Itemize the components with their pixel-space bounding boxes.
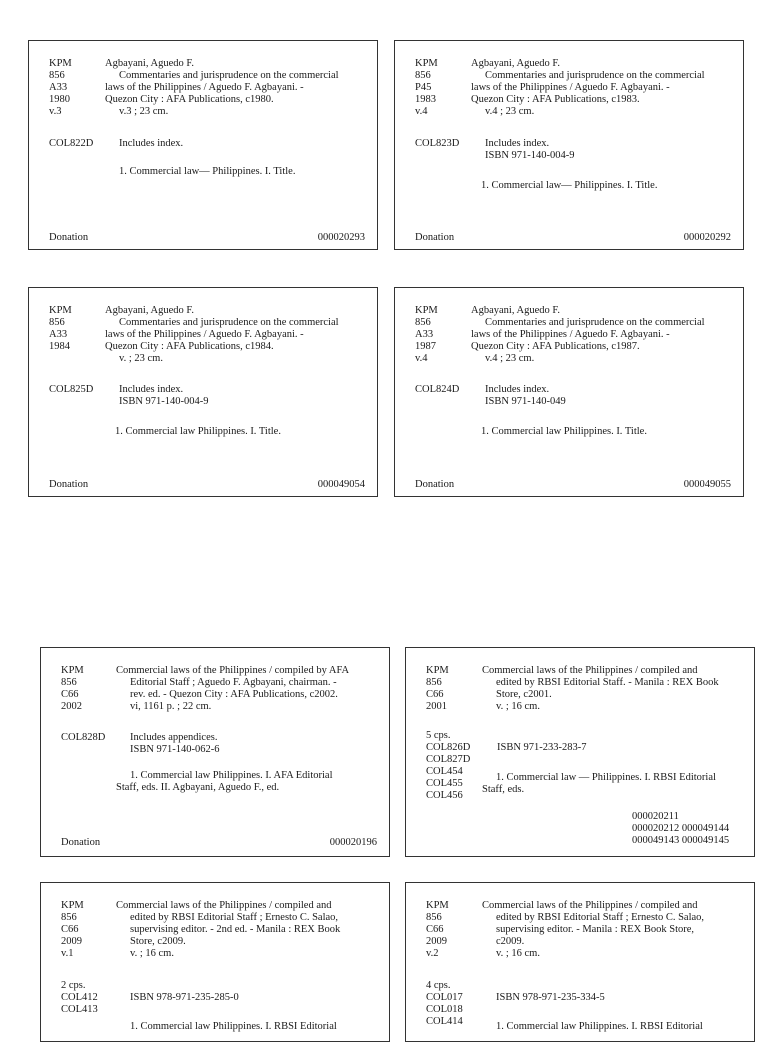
collection-code: COL828D: [61, 732, 106, 743]
main-heading: Agbayani, Aguedo F.: [105, 305, 194, 316]
bib-description: Agbayani, Aguedo F. Commentaries and jurisprudence on the commercial laws of the Philippines / Aguedo F. Agbayani. - Quezon City : AFA Publications, c1980. v.3 ; 23 cm.: [105, 58, 339, 117]
bib-description: Commercial laws of the Philippines / compiled by AFA Editorial Staff ; Aguedo F. Agbayani, chairman. - rev. ed. - Quezon City : AFA Publications, c2002. vi, 1161 p. ; 22 cm.: [116, 665, 350, 712]
catalog-card-4: [394, 287, 744, 497]
subject-tracings: 1. Commercial law Philippines. I. Title.: [481, 426, 647, 437]
catalog-card-6: [405, 647, 755, 857]
collection-code: COL018: [426, 1004, 463, 1015]
collection-code: COL824D: [415, 384, 460, 395]
publication: Quezon City : AFA Publications, c1980.: [105, 94, 274, 105]
acquisition-source: Donation: [49, 232, 89, 243]
publication: Quezon City : AFA Publications, c1987.: [471, 341, 640, 352]
isbn: ISBN 978-971-235-285-0: [130, 992, 239, 1003]
notes: Includes index. ISBN 971-140-004-9: [119, 384, 209, 407]
physical-desc: v. ; 16 cm.: [496, 701, 540, 712]
physical-desc: v.4 ; 23 cm.: [485, 106, 535, 117]
main-heading: Agbayani, Aguedo F.: [105, 58, 194, 69]
accession-numbers: 000020211 000020212 000049144 000049143 000049145: [632, 811, 730, 846]
physical-desc: v. ; 16 cm.: [496, 948, 540, 959]
collection-code: COL413: [61, 1004, 98, 1015]
collection-code: COL827D: [426, 754, 471, 765]
call-number: KPM 856 C66 2009 v.1: [61, 900, 84, 959]
call-number: KPM 856 C66 2001: [426, 665, 449, 712]
call-number: KPM 856 A33 1987 v.4: [415, 305, 438, 364]
collection-code: COL017: [426, 992, 463, 1003]
notes: Includes index. ISBN 971-140-049: [485, 384, 566, 407]
physical-desc: v. ; 23 cm.: [119, 353, 163, 364]
subject-tracings: 1. Commercial law Philippines. I. Title.: [115, 426, 281, 437]
accession-number: 000049054: [317, 479, 365, 490]
title-statement: Commentaries and jurisprudence on the commercial: [485, 317, 705, 328]
collection-code: COL454: [426, 766, 463, 777]
subject-tracings: 1. Commercial law Philippines. I. RBSI Editorial: [130, 1021, 337, 1032]
catalog-card-3: [28, 287, 378, 497]
main-heading: Agbayani, Aguedo F.: [471, 305, 560, 316]
physical-desc: v. ; 16 cm.: [130, 948, 174, 959]
collection-code: COL822D: [49, 138, 94, 149]
call-number: KPM 856 A33 1980 v.3: [49, 58, 72, 117]
acquisition-source: Donation: [61, 837, 101, 848]
isbn: ISBN 978-971-235-334-5: [496, 992, 605, 1003]
accession-number: 000020293: [317, 232, 365, 243]
catalog-card-7: [40, 882, 390, 1042]
copy-count: 4 cps.: [426, 980, 451, 991]
title-statement: Commentaries and jurisprudence on the commercial: [119, 317, 339, 328]
call-number: KPM 856 C66 2002: [61, 665, 84, 712]
subject-tracings: 1. Commercial law — Philippines. I. RBSI Editorial Staff, eds.: [482, 772, 716, 795]
bib-description: Agbayani, Aguedo F. Commentaries and jurisprudence on the commercial laws of the Philippines / Aguedo F. Agbayani. - Quezon City : AFA Publications, c1983. v.4 ; 23 cm.: [471, 58, 705, 117]
bib-description: Agbayani, Aguedo F. Commentaries and jurisprudence on the commercial laws of the Philippines / Aguedo F. Agbayani. - Quezon City : AFA Publications, c1984. v. ; 23 cm.: [105, 305, 339, 364]
accession-number: 000049055: [683, 479, 731, 490]
title-statement: Commercial laws of the Philippines / compiled and: [482, 900, 698, 911]
subject-tracings: 1. Commercial law— Philippines. I. Title.: [481, 180, 658, 191]
title-statement: Commercial laws of the Philippines / compiled and: [482, 665, 698, 676]
catalog-card-5: [40, 647, 390, 857]
copy-count: 2 cps.: [61, 980, 86, 991]
collection-code: COL455: [426, 778, 463, 789]
notes: Includes index. ISBN 971-140-004-9: [485, 138, 575, 161]
copy-count: 5 cps.: [426, 730, 451, 741]
call-number: KPM 856 A33 1984: [49, 305, 72, 352]
collection-code: COL456: [426, 790, 463, 801]
publication: Quezon City : AFA Publications, c1983.: [471, 94, 640, 105]
subject-tracings: 1. Commercial law— Philippines. I. Title.: [119, 166, 296, 177]
collection-code: COL412: [61, 992, 98, 1003]
bib-description: Commercial laws of the Philippines / compiled and edited by RBSI Editorial Staff ; Ernesto C. Salao, supervising editor. - Manila : REX Book Store, c2009. v. ; 16 cm.: [482, 900, 705, 959]
catalog-card-8: [405, 882, 755, 1042]
main-heading: Agbayani, Aguedo F.: [471, 58, 560, 69]
publication: Quezon City : AFA Publications, c1984.: [105, 341, 274, 352]
title-statement: Commentaries and jurisprudence on the commercial: [485, 70, 705, 81]
call-number: KPM 856 C66 2009 v.2: [426, 900, 449, 959]
holdings: [426, 980, 463, 1028]
collection-code: COL826D: [426, 742, 471, 753]
catalog-card-2: [394, 40, 744, 250]
physical-desc: vi, 1161 p. ; 22 cm.: [130, 701, 212, 712]
acquisition-source: Donation: [49, 479, 89, 490]
collection-code: COL825D: [49, 384, 94, 395]
title-statement: Commercial laws of the Philippines / compiled by AFA: [116, 665, 350, 676]
accession-number: 000020292: [683, 232, 731, 243]
accession-number: 000020196: [329, 837, 377, 848]
collection-code: COL414: [426, 1016, 463, 1027]
title-statement: Commentaries and jurisprudence on the commercial: [119, 70, 339, 81]
collection-code: COL823D: [415, 138, 460, 149]
subject-tracings: 1. Commercial law Philippines. I. AFA Editorial Staff, eds. II. Agbayani, Aguedo F., ed.: [116, 770, 333, 793]
bib-description: Commercial laws of the Philippines / compiled and edited by RBSI Editorial Staff. - Manila : REX Book Store, c2001. v. ; 16 cm.: [482, 665, 719, 712]
holdings: [61, 980, 98, 1016]
title-statement: Commercial laws of the Philippines / compiled and: [116, 900, 332, 911]
call-number: KPM 856 P45 1983 v.4: [415, 58, 438, 117]
physical-desc: v.4 ; 23 cm.: [485, 353, 535, 364]
bib-description: Commercial laws of the Philippines / compiled and edited by RBSI Editorial Staff ; Ernesto C. Salao, supervising editor. - 2nd ed. - Manila : REX Book Store, c2009. v. ; 16 cm.: [116, 900, 341, 959]
catalog-card-1: [28, 40, 378, 250]
physical-desc: v.3 ; 23 cm.: [119, 106, 169, 117]
subject-tracings: 1. Commercial law Philippines. I. RBSI Editorial: [496, 1021, 703, 1032]
notes: Includes appendices. ISBN 971-140-062-6: [130, 732, 220, 755]
acquisition-source: Donation: [415, 232, 455, 243]
bib-description: Agbayani, Aguedo F. Commentaries and jurisprudence on the commercial laws of the Philippines / Aguedo F. Agbayani. - Quezon City : AFA Publications, c1987. v.4 ; 23 cm.: [471, 305, 705, 364]
acquisition-source: Donation: [415, 479, 455, 490]
notes: Includes index.: [119, 138, 184, 149]
isbn: ISBN 971-233-283-7: [497, 742, 587, 753]
holdings: [426, 730, 470, 802]
